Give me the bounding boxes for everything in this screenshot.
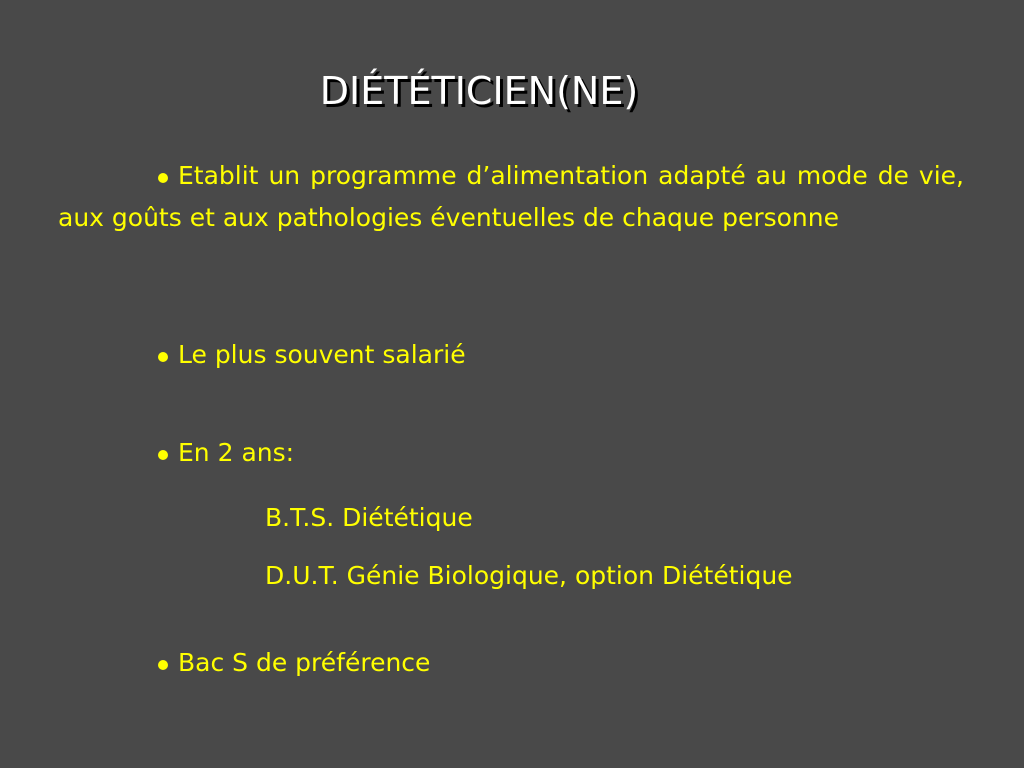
bullet-dot-icon — [158, 352, 168, 362]
bullet-item — [58, 155, 964, 239]
bullet-item — [58, 432, 294, 474]
bullet-dot-icon — [158, 660, 168, 670]
bullet-item — [58, 334, 466, 376]
bullet-text: Le plus souvent salarié — [178, 340, 466, 369]
slide-title: DIÉTÉTICIEN(NE) — [319, 69, 639, 113]
bullet-item — [58, 642, 430, 684]
bullet-dot-icon — [158, 173, 168, 183]
bullet-text: Etablit un programme d’alimentation adapté au mode de vie, aux goûts et aux pathologies éventuelles de chaque personne — [58, 161, 964, 232]
bullet-dot-icon — [158, 450, 168, 460]
bullet-text: En 2 ans: — [178, 438, 295, 467]
bullet-text: Bac S de préférence — [178, 648, 431, 677]
sub-item: D.U.T. Génie Biologique, option Diététique — [265, 561, 793, 590]
sub-item: B.T.S. Diététique — [265, 503, 473, 532]
